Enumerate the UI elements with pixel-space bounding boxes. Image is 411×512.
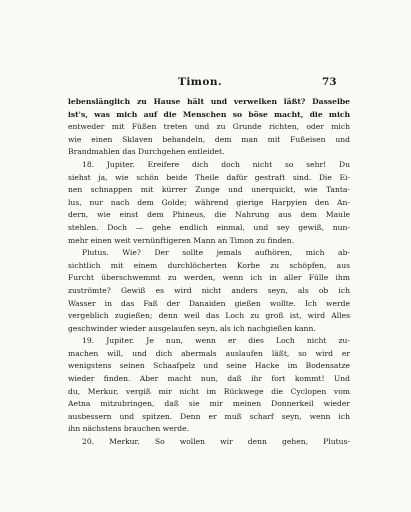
running-title: Timon. [178, 76, 223, 88]
text-line: mehr einen weit vernünftigeren Mann an Timon zu finden. [68, 235, 295, 245]
text-line: sichtlich mit einem durchlöcherten Korbe zu schöpfen, aus [68, 260, 350, 270]
text-line: lus, nur nach dem Golde; während gierige Harpyien den An- [68, 197, 350, 207]
text-line: vergeblich zugießen; denn weil das Loch zu groß ist, wird Alles [68, 311, 350, 321]
text-line: stehlen. Doch — gehe endlich einmal, und sey gewiß, nun- [68, 222, 350, 232]
text-line: ihn nächstens brauchen werde. [68, 424, 190, 434]
text-line: Wasser in das Faß der Danaiden gießen wollte. Ich werde [68, 298, 350, 308]
text-line: Plutus. Wie? Der sollte jemals aufhören, mich ab- [82, 248, 350, 258]
text-line: geschwinder wieder ausgelaufen seyn, als ich nachgießen kann. [68, 323, 316, 333]
text-line: 20. Merkur. So wollen wir denn gehen, Plutus- [82, 437, 350, 447]
text-line: lebenslänglich zu Hause hält und verwelken läßt? Dasselbe [68, 97, 350, 106]
text-line: 18. Jupiter. Ereifere dich doch nicht so sehr! Du [82, 159, 350, 169]
text-line: dern, wie einst dem Phineus, die Nahrung aus dem Maule [68, 210, 350, 220]
text-line: ist's, was mich auf die Menschen so böse macht, die mich [68, 109, 350, 119]
page-number: 73 [322, 76, 337, 88]
text-line: wie einen Sklaven behandeln, dem man mit Fußeisen und [68, 134, 350, 144]
text-line: zuströmte? Gewiß es wird nicht anders seyn, als ob ich [68, 285, 350, 295]
text-line: Furcht überschwemmt zu werden, wenn ich in aller Fülle ihm [68, 273, 350, 283]
text-line: 19. Jupiter. Je nun, wenn er dies Loch nicht zu- [82, 336, 350, 346]
text-line: wenigstens seinen Schaafpelz und seine Hacke im Bodensatze [68, 361, 350, 371]
text-line: du, Merkur, vergiß mir nicht im Rückwege die Cyclopen vom [68, 386, 350, 396]
text-line: ausbessern und spitzen. Denn er muß scharf seyn, wenn ich [68, 411, 350, 421]
body-text [68, 96, 350, 449]
text-line: Brandmahlen das Durchgehen entleidet. [68, 147, 225, 157]
text-line: nen schnappen mit kürrer Zunge und unerquickt, wie Tanta- [68, 185, 350, 195]
text-line: wieder finden. Aber macht nun, daß ihr fort kommt! Und [68, 374, 350, 384]
text-line: Aetna mitzubringen, daß sie mir meinen Donnerkeil wieder [68, 399, 350, 409]
text-line: entweder mit Füßen treten und zu Grunde richten, oder mich [68, 122, 350, 132]
text-line: machen will, und dich abermals auslaufen läßt, so wird er [68, 348, 350, 358]
text-line: siehst ja, wie schön beide Theile dafür gestraft sind. Die Ei- [68, 172, 350, 182]
